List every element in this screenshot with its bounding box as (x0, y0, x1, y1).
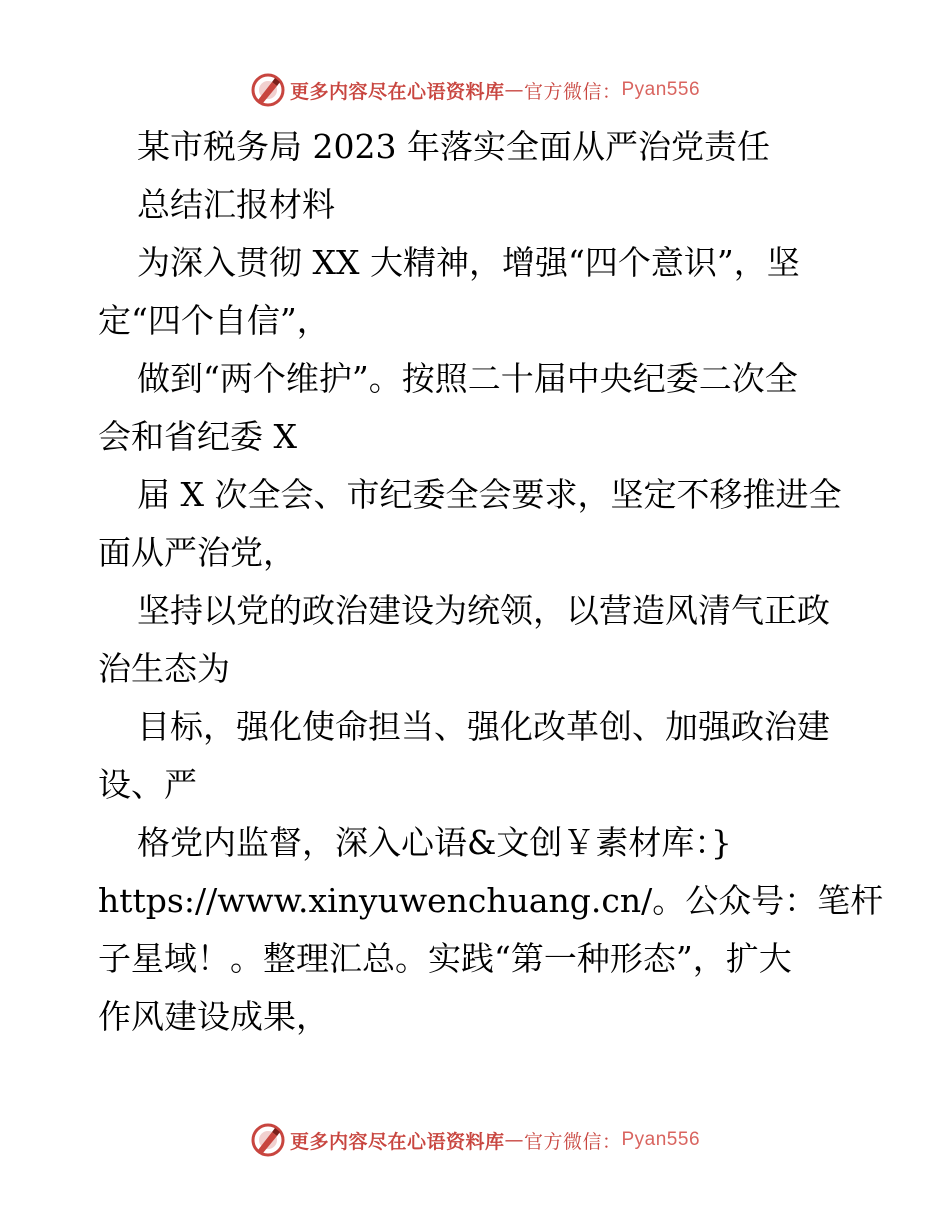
watermark-separator: — (504, 79, 524, 101)
doc-paragraph-line: 面从严治党， (98, 533, 296, 572)
footer-watermark (0, 1120, 950, 1160)
watermark-brand: 更多内容尽在心语资料库 (289, 80, 505, 103)
watermark-brand: 更多内容尽在心语资料库 (289, 1130, 505, 1153)
doc-paragraph-line: 治生态为 (98, 649, 230, 688)
doc-paragraph-line: 作风建设成果， (98, 997, 329, 1036)
watermark-wechat-id: Pyan556 (621, 79, 701, 100)
doc-paragraph-line: 设、严 (98, 765, 197, 804)
doc-paragraph-line: 坚持以党的政治建设为统领，以营造风清气正政 (137, 591, 830, 630)
doc-url-line: https://www.xinyuwenchuang.cn/。公众号：笔杆 (98, 881, 884, 920)
doc-title-line-2: 总结汇报材料 (137, 185, 335, 224)
doc-title-line-1: 某市税务局 2023 年落实全面从严治党责任 (137, 127, 770, 166)
watermark-separator: — (504, 1129, 524, 1151)
doc-paragraph-line: 定“四个自信”， (98, 301, 330, 340)
doc-paragraph-line: 会和省纪委 X (98, 417, 297, 456)
doc-paragraph-line: 子星域！。整理汇总。实践“第一种形态”，扩大 (98, 939, 792, 978)
doc-paragraph-line: 届 X 次全会、市纪委全会要求，坚定不移推进全 (137, 475, 842, 514)
doc-paragraph-line: 格党内监督，深入心语&文创￥素材库：} (137, 823, 732, 862)
doc-paragraph-line: 目标，强化使命担当、强化改革创、加强政治建 (137, 707, 830, 746)
doc-paragraph-line: 做到“两个维护”。按照二十届中央纪委二次全 (137, 359, 798, 398)
watermark-wechat-id: Pyan556 (621, 1129, 701, 1150)
watermark-wechat-label: 官方微信： (523, 80, 622, 103)
doc-paragraph-line: 为深入贯彻 XX 大精神，增强“四个意识”，坚 (137, 243, 800, 282)
pen-circle-logo-icon (250, 1122, 286, 1158)
watermark-wechat-label: 官方微信： (523, 1130, 622, 1153)
